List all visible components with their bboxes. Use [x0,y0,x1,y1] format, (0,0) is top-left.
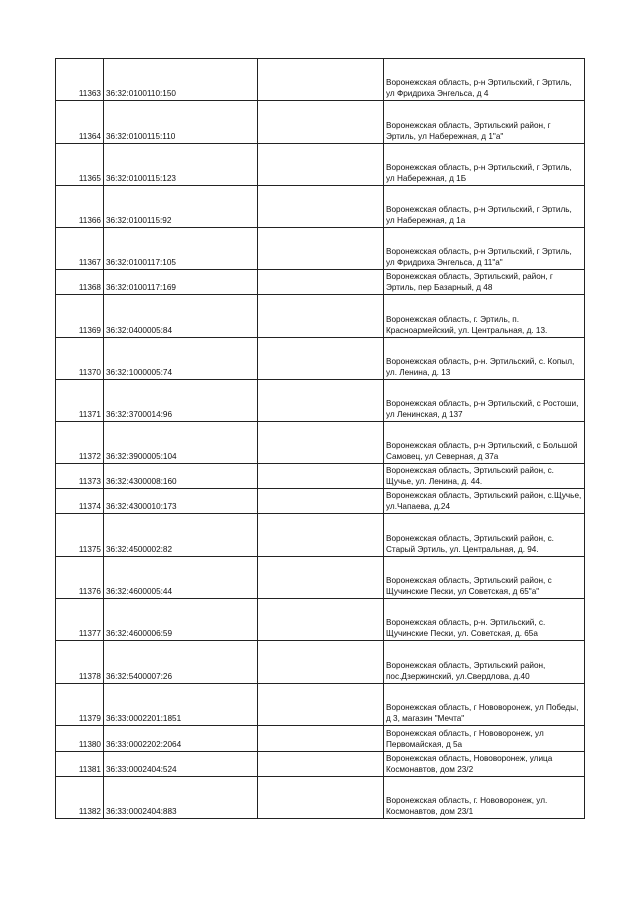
table-row [56,186,585,228]
row-number: 11365 [56,144,104,186]
row-number: 11378 [56,641,104,684]
table-row [56,557,585,599]
table-row [56,101,585,144]
row-number: 11372 [56,422,104,464]
table-row [56,228,585,270]
address-cell: Воронежская область, р-н. Эртильский, с. Копыл, ул. Ленина, д. 13 [384,338,585,380]
cadastral-number: 36:33:0002201:1851 [104,684,258,726]
address-cell: Воронежская область, г. Эртиль, п. Красноармейский, ул. Центральная, д. 13. [384,295,585,338]
row-number: 11376 [56,557,104,599]
empty-cell [258,557,384,599]
row-number: 11368 [56,270,104,295]
table-row [56,599,585,641]
table-row [56,338,585,380]
table-row [56,144,585,186]
empty-cell [258,228,384,270]
table-row [56,641,585,684]
row-number: 11371 [56,380,104,422]
cadastral-number: 36:32:4500002:82 [104,514,258,557]
table-row [56,489,585,514]
cadastral-number: 36:32:0400005:84 [104,295,258,338]
address-cell: Воронежская область, г. Нововоронеж, ул. Космонавтов, дом 23/1 [384,777,585,819]
address-cell: Воронежская область, р-н Эртильский, г Эртиль, ул Фридриха Энгельса, д 11"а" [384,228,585,270]
cadastral-number: 36:32:0100115:123 [104,144,258,186]
address-cell: Воронежская область, р-н Эртильский, г Эртиль, ул Набережная, д 1Б [384,144,585,186]
cadastral-number: 36:32:3900005:104 [104,422,258,464]
table-row [56,464,585,489]
empty-cell [258,599,384,641]
table-row [56,270,585,295]
address-cell: Воронежская область, г Нововоронеж, ул Первомайская, д 5а [384,726,585,752]
cadastral-number: 36:33:0002404:524 [104,752,258,777]
empty-cell [258,726,384,752]
row-number: 11364 [56,101,104,144]
empty-cell [258,270,384,295]
table-row [56,684,585,726]
cadastral-number: 36:32:0100117:169 [104,270,258,295]
empty-cell [258,514,384,557]
cadastral-number: 36:32:1000005:74 [104,338,258,380]
row-number: 11377 [56,599,104,641]
address-cell: Воронежская область, Эртильский район, с.Щучье, ул.Чапаева, д.24 [384,489,585,514]
address-cell: Воронежская область, Эртильский, район, г Эртиль, пер Базарный, д 48 [384,270,585,295]
empty-cell [258,186,384,228]
row-number: 11375 [56,514,104,557]
empty-cell [258,641,384,684]
empty-cell [258,338,384,380]
row-number: 11363 [56,59,104,101]
empty-cell [258,380,384,422]
cadastral-number: 36:32:0100115:92 [104,186,258,228]
empty-cell [258,752,384,777]
cadastral-number: 36:33:0002202:2064 [104,726,258,752]
row-number: 11379 [56,684,104,726]
table-row [56,295,585,338]
address-cell: Воронежская область, Эртильский район, с. Щучье, ул. Ленина, д. 44. [384,464,585,489]
cadastral-number: 36:32:0100110:150 [104,59,258,101]
row-number: 11367 [56,228,104,270]
cadastral-number: 36:32:4300008:160 [104,464,258,489]
cadastral-number: 36:32:4600006:59 [104,599,258,641]
registry-table [55,58,585,819]
table-row [56,777,585,819]
empty-cell [258,777,384,819]
address-cell: Воронежская область, р-н. Эртильский, с. Щучинские Пески, ул. Советская, д. 65а [384,599,585,641]
empty-cell [258,684,384,726]
row-number: 11374 [56,489,104,514]
empty-cell [258,422,384,464]
address-cell: Воронежская область, р-н Эртильский, с Ростоши, ул Ленинская, д 137 [384,380,585,422]
row-number: 11382 [56,777,104,819]
cadastral-number: 36:32:4300010:173 [104,489,258,514]
cadastral-number: 36:32:4600005:44 [104,557,258,599]
address-cell: Воронежская область, р-н Эртильский, г Эртиль, ул Фридриха Энгельса, д 4 [384,59,585,101]
empty-cell [258,144,384,186]
address-cell: Воронежская область, Эртильский район, пос.Дзержинский, ул.Свердлова, д.40 [384,641,585,684]
table-row [56,380,585,422]
row-number: 11373 [56,464,104,489]
cadastral-number: 36:33:0002404:883 [104,777,258,819]
table-row [56,422,585,464]
address-cell: Воронежская область, г Нововоронеж, ул Победы, д 3, магазин "Мечта" [384,684,585,726]
empty-cell [258,101,384,144]
cadastral-number: 36:32:5400007:26 [104,641,258,684]
empty-cell [258,295,384,338]
empty-cell [258,489,384,514]
row-number: 11369 [56,295,104,338]
row-number: 11381 [56,752,104,777]
table-row [56,59,585,101]
cadastral-number: 36:32:3700014:96 [104,380,258,422]
address-cell: Воронежская область, Эртильский район, с. Старый Эртиль, ул. Центральная, д. 94. [384,514,585,557]
address-cell: Воронежская область, р-н Эртильский, с Большой Самовец, ул Северная, д 37а [384,422,585,464]
row-number: 11370 [56,338,104,380]
row-number: 11380 [56,726,104,752]
empty-cell [258,464,384,489]
address-cell: Воронежская область, Эртильский район, г Эртиль, ул Набережная, д 1"а" [384,101,585,144]
address-cell: Воронежская область, Нововоронеж, улица Космонавтов, дом 23/2 [384,752,585,777]
table-row [56,752,585,777]
registry-body [56,59,585,819]
empty-cell [258,59,384,101]
row-number: 11366 [56,186,104,228]
address-cell: Воронежская область, р-н Эртильский, г Эртиль, ул Набережная, д 1а [384,186,585,228]
cadastral-number: 36:32:0100117:105 [104,228,258,270]
cadastral-number: 36:32:0100115:110 [104,101,258,144]
table-row [56,514,585,557]
address-cell: Воронежская область, Эртильский район, с Щучинские Пески, ул Советская, д 65"а" [384,557,585,599]
table-row [56,726,585,752]
